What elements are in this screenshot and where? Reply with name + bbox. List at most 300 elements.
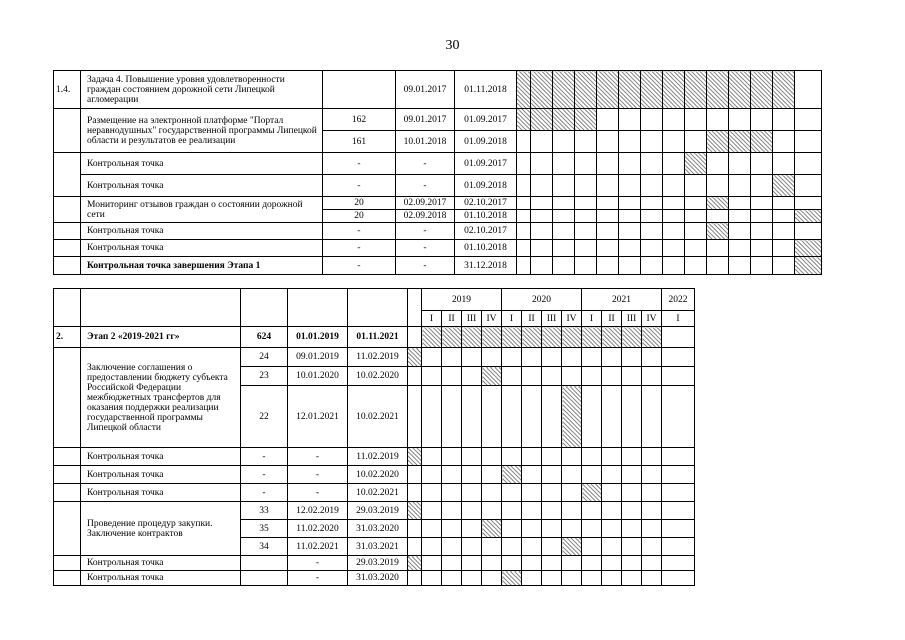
table-cell: 162: [323, 109, 396, 131]
gantt-bar-cell: [729, 71, 751, 109]
checkpoint-row: [54, 175, 822, 197]
table-cell: [773, 109, 795, 131]
table-cell: [502, 386, 522, 448]
table-cell: [751, 210, 773, 223]
gantt-bar-cell: [575, 109, 597, 131]
table-cell: [542, 466, 562, 484]
table-cell: 01.10.2018: [455, 210, 517, 223]
table-cell: [582, 556, 602, 571]
table-cell: [685, 210, 707, 223]
table-cell: [795, 175, 822, 197]
table-cell: [502, 520, 522, 538]
gantt-bar-cell: [522, 327, 542, 348]
table-cell: [642, 484, 662, 502]
table-cell: [81, 289, 241, 327]
gantt-bar-cell: [751, 131, 773, 153]
gantt-bar-cell: [751, 71, 773, 109]
table-cell: 34: [241, 538, 288, 556]
table-cell: [531, 257, 553, 275]
table-cell: [422, 466, 442, 484]
table-cell: [422, 556, 442, 571]
table-cell: [619, 109, 641, 131]
table-cell: [663, 257, 685, 275]
gantt-bar-cell: [619, 71, 641, 109]
table-cell: -: [396, 257, 455, 275]
table-cell: [522, 556, 542, 571]
table-cell: [542, 386, 562, 448]
table-cell: -: [396, 175, 455, 197]
table-cell: [597, 257, 619, 275]
table-cell: [442, 571, 462, 586]
table-cell: [622, 538, 642, 556]
table-cell: [641, 109, 663, 131]
table-cell: [553, 257, 575, 275]
table-cell: [685, 197, 707, 210]
table-cell: [422, 448, 442, 466]
table-cell: [685, 240, 707, 257]
table-cell: [575, 240, 597, 257]
table-cell: [729, 257, 751, 275]
table-cell: [795, 153, 822, 175]
table-cell: Контрольная точка: [81, 571, 241, 586]
gantt-bar-cell: [502, 466, 522, 484]
gantt-bar-cell: [531, 71, 553, 109]
table-cell: [462, 520, 482, 538]
table-cell: -: [396, 153, 455, 175]
table-cell: [641, 210, 663, 223]
years-header-row: [54, 289, 695, 311]
table-cell: [502, 448, 522, 466]
table-cell: [241, 289, 288, 327]
gantt-bar-cell: [462, 327, 482, 348]
table-cell: 10.02.2020: [348, 466, 408, 484]
table-cell: [522, 484, 542, 502]
gantt-bar-cell: [707, 131, 729, 153]
table-cell: [597, 131, 619, 153]
table-cell: Контрольная точка: [81, 466, 241, 484]
table-cell: 2022: [662, 289, 695, 311]
table-cell: [542, 520, 562, 538]
gantt-bar-cell: [442, 327, 462, 348]
table-cell: [602, 348, 622, 367]
table-cell: [462, 538, 482, 556]
table-cell: [408, 327, 422, 348]
table-cell: [619, 153, 641, 175]
table-cell: [553, 240, 575, 257]
gantt-bar-cell: [531, 109, 553, 131]
table-cell: [663, 109, 685, 131]
table-cell: III: [462, 311, 482, 327]
table-cell: [482, 466, 502, 484]
table-cell: [522, 367, 542, 386]
table-cell: [54, 153, 81, 197]
gantt-bar-cell: [685, 153, 707, 175]
table-cell: [729, 153, 751, 175]
agreement-row-1: [54, 348, 695, 367]
table-cell: IV: [482, 311, 502, 327]
table-cell: II: [522, 311, 542, 327]
table-cell: [575, 197, 597, 210]
table-cell: [642, 556, 662, 571]
table-cell: [575, 175, 597, 197]
gantt-bar-cell: [773, 175, 795, 197]
table-cell: [462, 386, 482, 448]
table-cell: [482, 484, 502, 502]
table-cell: [597, 240, 619, 257]
table-cell: [707, 210, 729, 223]
table-cell: [662, 484, 695, 502]
table-cell: [462, 348, 482, 367]
table-cell: I: [502, 311, 522, 327]
gantt-bar-cell: [517, 71, 531, 109]
table-cell: [751, 240, 773, 257]
table-cell: 624: [241, 327, 288, 348]
gantt-bar-cell: [553, 71, 575, 109]
table-cell: [602, 484, 622, 502]
table-cell: [602, 502, 622, 520]
checkpoint-row: [54, 484, 695, 502]
table-cell: III: [622, 311, 642, 327]
table-cell: [408, 289, 422, 327]
table-cell: [348, 289, 408, 327]
table-cell: -: [323, 153, 396, 175]
table-cell: [54, 502, 81, 556]
table-cell: [562, 484, 582, 502]
table-cell: [662, 502, 695, 520]
table-cell: [602, 367, 622, 386]
table-cell: [619, 223, 641, 240]
table-cell: [562, 448, 582, 466]
table-cell: [622, 502, 642, 520]
table-cell: [517, 197, 531, 210]
table-cell: [582, 367, 602, 386]
table-cell: [582, 538, 602, 556]
table-cell: 01.09.2018: [455, 175, 517, 197]
table-cell: 01.10.2018: [455, 240, 517, 257]
table-cell: [773, 153, 795, 175]
table-cell: [288, 289, 348, 327]
table-cell: 2020: [502, 289, 582, 311]
table-cell: IV: [642, 311, 662, 327]
table-cell: -: [323, 257, 396, 275]
table-cell: [795, 131, 822, 153]
table-cell: 01.01.2019: [288, 327, 348, 348]
table-cell: [642, 571, 662, 586]
table-cell: [622, 466, 642, 484]
table-cell: [622, 571, 642, 586]
table-cell: [442, 556, 462, 571]
table-cell: [408, 520, 422, 538]
table-cell: [622, 520, 642, 538]
table-cell: [642, 386, 662, 448]
table-cell: -: [288, 484, 348, 502]
table-cell: [663, 197, 685, 210]
table-cell: [751, 175, 773, 197]
table-cell: [582, 348, 602, 367]
gantt-bar-cell: [795, 210, 822, 223]
table-cell: [575, 223, 597, 240]
table-cell: [622, 348, 642, 367]
table-cell: [773, 240, 795, 257]
gantt-bar-cell: [482, 367, 502, 386]
procurement-row-1: [54, 502, 695, 520]
table-cell: [773, 197, 795, 210]
table-cell: 29.03.2019: [348, 502, 408, 520]
table-cell: [619, 210, 641, 223]
table-cell: [641, 257, 663, 275]
table-cell: [707, 257, 729, 275]
table-cell: [795, 197, 822, 210]
table-cell: 01.11.2018: [455, 71, 517, 109]
table-cell: [663, 240, 685, 257]
table-cell: [442, 502, 462, 520]
gantt-bar-cell: [642, 327, 662, 348]
gantt-bar-cell: [553, 109, 575, 131]
table-cell: [442, 520, 462, 538]
table-cell: 24: [241, 348, 288, 367]
gantt-bar-cell: [482, 520, 502, 538]
schedule-table-stage1: [53, 70, 822, 275]
table-cell: [522, 538, 542, 556]
table-cell: [542, 556, 562, 571]
table-cell: [751, 197, 773, 210]
table-cell: [729, 175, 751, 197]
table-cell: 35: [241, 520, 288, 538]
table-cell: 10.01.2020: [288, 367, 348, 386]
table-cell: [462, 484, 482, 502]
table-cell: 2.: [54, 327, 81, 348]
table-cell: -: [241, 466, 288, 484]
table-cell: [482, 448, 502, 466]
table-cell: [442, 386, 462, 448]
table-cell: 31.12.2018: [455, 257, 517, 275]
table-cell: Контрольная точка: [81, 153, 323, 175]
table-cell: [522, 571, 542, 586]
table-cell: Контрольная точка: [81, 240, 323, 257]
table-cell: [531, 197, 553, 210]
table-cell: [642, 520, 662, 538]
table-cell: [408, 367, 422, 386]
table-cell: [542, 348, 562, 367]
table-cell: [54, 109, 81, 153]
table-cell: 01.09.2017: [455, 153, 517, 175]
table-cell: [751, 223, 773, 240]
table-cell: [522, 386, 542, 448]
table-cell: 10.02.2020: [348, 367, 408, 386]
table-cell: [241, 556, 288, 571]
table-cell: Размещение на электронной платформе "Портал неравнодушных" государственной программы Липецкой области и результатов ее реализации: [81, 109, 323, 153]
table-cell: [522, 520, 542, 538]
table-cell: [422, 520, 442, 538]
table-cell: [602, 538, 622, 556]
table-cell: 01.09.2018: [455, 131, 517, 153]
table-cell: [751, 153, 773, 175]
table-cell: [641, 131, 663, 153]
table-cell: [622, 367, 642, 386]
gantt-bar-cell: [622, 327, 642, 348]
table-cell: [54, 448, 81, 466]
table-cell: I: [422, 311, 442, 327]
checkpoint-row: [54, 448, 695, 466]
table-cell: [642, 538, 662, 556]
table-cell: [442, 484, 462, 502]
table-cell: -: [288, 571, 348, 586]
table-cell: [619, 175, 641, 197]
table-cell: 22: [241, 386, 288, 448]
table-cell: [641, 240, 663, 257]
table-cell: [582, 502, 602, 520]
gantt-bar-cell: [582, 327, 602, 348]
table-cell: [662, 538, 695, 556]
table-cell: [575, 210, 597, 223]
table-cell: [707, 175, 729, 197]
table-cell: [54, 223, 81, 240]
table-cell: [422, 484, 442, 502]
gantt-bar-cell: [582, 484, 602, 502]
table-cell: 23: [241, 367, 288, 386]
table-cell: -: [396, 223, 455, 240]
table-cell: [619, 197, 641, 210]
table-cell: [662, 386, 695, 448]
table-cell: [582, 520, 602, 538]
table-cell: Этап 2 «2019-2021 гг»: [81, 327, 241, 348]
table-cell: [662, 466, 695, 484]
table-cell: [542, 502, 562, 520]
table-cell: [562, 520, 582, 538]
table-cell: [482, 556, 502, 571]
gantt-bar-cell: [773, 71, 795, 109]
table-cell: [751, 257, 773, 275]
table-cell: [502, 502, 522, 520]
table-cell: [773, 210, 795, 223]
table-cell: [553, 197, 575, 210]
table-cell: [751, 109, 773, 131]
table-cell: [542, 367, 562, 386]
gantt-bar-cell: [685, 71, 707, 109]
table-cell: [582, 448, 602, 466]
gantt-bar-cell: [408, 348, 422, 367]
table-cell: 161: [323, 131, 396, 153]
gantt-bar-cell: [707, 71, 729, 109]
table-cell: [517, 210, 531, 223]
table-cell: -: [241, 484, 288, 502]
table-cell: [597, 153, 619, 175]
table-cell: [462, 502, 482, 520]
schedule-table-stage2: [53, 288, 695, 586]
table-cell: [517, 240, 531, 257]
table-cell: [422, 348, 442, 367]
table-cell: [622, 556, 642, 571]
table-cell: 11.02.2021: [288, 538, 348, 556]
table-cell: [575, 153, 597, 175]
table-cell: [622, 448, 642, 466]
table-cell: Заключение соглашения о предоставлении бюджету субъекта Российской Федерации межбюджетных трансфертов для оказания поддержки реализации государственной программы Липецкой области: [81, 348, 241, 448]
table-cell: [562, 348, 582, 367]
table-cell: [482, 348, 502, 367]
table-cell: IV: [562, 311, 582, 327]
table-cell: [619, 240, 641, 257]
table-cell: 10.02.2021: [348, 484, 408, 502]
table-cell: I: [662, 311, 695, 327]
table-cell: [685, 131, 707, 153]
table-cell: -: [323, 240, 396, 257]
table-cell: [54, 571, 81, 586]
table-cell: [54, 348, 81, 448]
table-cell: [542, 484, 562, 502]
checkpoint-row: [54, 466, 695, 484]
table-cell: [619, 131, 641, 153]
table-cell: [707, 240, 729, 257]
table-cell: [553, 131, 575, 153]
gantt-bar-cell: [707, 197, 729, 210]
table-cell: Контрольная точка: [81, 556, 241, 571]
table-cell: [663, 175, 685, 197]
table-cell: [773, 257, 795, 275]
table-cell: [685, 257, 707, 275]
table-cell: [54, 289, 81, 327]
table-cell: -: [323, 223, 396, 240]
gantt-bar-cell: [795, 240, 822, 257]
table-cell: [553, 153, 575, 175]
gantt-bar-cell: [729, 131, 751, 153]
gantt-bar-cell: [517, 109, 531, 131]
table-cell: 29.03.2019: [348, 556, 408, 571]
table-cell: [562, 556, 582, 571]
table-cell: [54, 484, 81, 502]
table-cell: I: [582, 311, 602, 327]
table-cell: 10.02.2021: [348, 386, 408, 448]
table-cell: [729, 240, 751, 257]
gantt-bar-cell: [502, 571, 522, 586]
gantt-bar-cell: [482, 327, 502, 348]
table-cell: [517, 223, 531, 240]
table-cell: [575, 257, 597, 275]
table-cell: -: [288, 556, 348, 571]
table-cell: [641, 197, 663, 210]
table-cell: [662, 571, 695, 586]
checkpoint-row: [54, 153, 822, 175]
table-cell: [502, 538, 522, 556]
table-cell: 20: [323, 210, 396, 223]
gantt-bar-cell: [542, 327, 562, 348]
table-cell: [462, 571, 482, 586]
table-cell: [442, 367, 462, 386]
table-cell: 1.4.: [54, 71, 81, 109]
table-cell: [542, 571, 562, 586]
table-cell: [482, 386, 502, 448]
table-cell: -: [241, 448, 288, 466]
table-cell: [522, 502, 542, 520]
table-cell: [622, 386, 642, 448]
table-cell: [408, 538, 422, 556]
table-cell: 2019: [422, 289, 502, 311]
table-cell: [602, 448, 622, 466]
table-cell: [597, 210, 619, 223]
table-cell: [517, 131, 531, 153]
table-cell: [531, 175, 553, 197]
table-cell: [502, 484, 522, 502]
table-cell: Проведение процедур закупки. Заключение контрактов: [81, 502, 241, 556]
table-cell: [619, 257, 641, 275]
table-cell: [462, 448, 482, 466]
table-cell: 01.11.2021: [348, 327, 408, 348]
table-cell: 31.03.2021: [348, 538, 408, 556]
table-cell: [442, 348, 462, 367]
stage2-row: [54, 327, 695, 348]
table-cell: [442, 448, 462, 466]
gantt-bar-cell: [575, 71, 597, 109]
task4-row: [54, 71, 822, 109]
